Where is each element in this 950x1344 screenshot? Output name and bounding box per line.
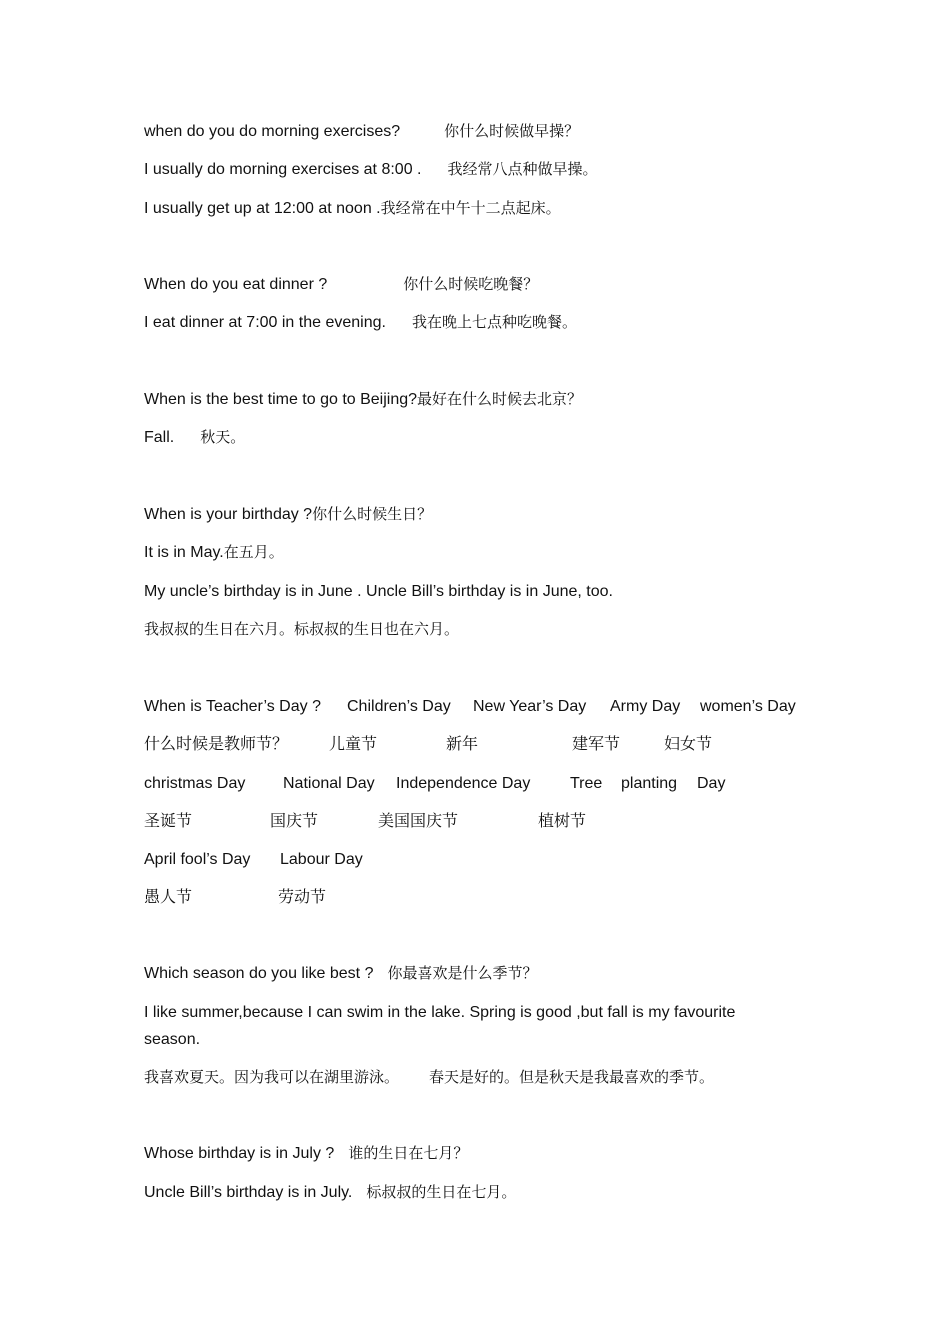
english-text: When do you eat dinner ? [144, 276, 328, 293]
english-text: I usually get up at 12:00 at noon . [144, 200, 381, 217]
holiday-zh: 建军节 [572, 734, 621, 753]
english-text: Whose birthday is in July ? [144, 1145, 335, 1162]
english-text: when do you do morning exercises? [144, 123, 401, 140]
holiday-en: Independence Day [396, 775, 531, 792]
chinese-text: 你最喜欢是什么季节？ [387, 964, 538, 982]
text-line [144, 504, 432, 525]
chinese-text: 谁的生日在七月？ [348, 1144, 469, 1162]
holiday-en: women’s Day [700, 698, 796, 715]
english-text: It is in May. [144, 544, 224, 561]
text-line [144, 1030, 200, 1050]
english-text: Fall. [144, 429, 175, 446]
holiday-zh: 圣诞节 [144, 811, 193, 830]
text-line [144, 312, 577, 333]
holiday-en: christmas Day [144, 775, 246, 792]
holiday-en: Army Day [610, 698, 681, 715]
english-text: When is the best time to go to Beijing? [144, 391, 418, 408]
english-text: Uncle Bill’s birthday is in July. [144, 1184, 353, 1201]
holiday-zh: 儿童节 [329, 734, 378, 753]
holiday-en: Children’s Day [347, 698, 451, 715]
holiday-zh: 愚人节 [144, 887, 193, 906]
holiday-en: planting [621, 775, 678, 792]
text-line [144, 159, 598, 180]
holiday-en: Labour Day [280, 851, 363, 868]
chinese-text: 在五月。 [223, 543, 284, 561]
text-line [144, 198, 561, 219]
holiday-en: April fool’s Day [144, 851, 251, 868]
text-line [144, 427, 245, 448]
holiday-zh: 美国国庆节 [378, 811, 459, 830]
chinese-text: 我喜欢夏天。因为我可以在湖里游泳。 [144, 1068, 400, 1086]
text-line [144, 542, 284, 563]
english-text: Which season do you like best ? [144, 965, 374, 982]
holiday-zh: 国庆节 [270, 811, 319, 830]
holiday-en: New Year’s Day [473, 698, 587, 715]
text-line [144, 1143, 468, 1164]
english-text: My uncle’s birthday is in June . Uncle Bill’s birthday is in June, too. [144, 583, 613, 600]
chinese-text: 我在晚上七点种吃晚餐。 [411, 313, 577, 331]
text-line [144, 274, 538, 295]
holiday-zh: 劳动节 [278, 887, 327, 906]
text-line [144, 963, 537, 984]
text-line [144, 619, 459, 640]
holiday-en: When is Teacher’s Day ? [144, 698, 321, 715]
holiday-zh: 新年 [446, 734, 479, 753]
chinese-text: 我经常在中午十二点起床。 [380, 199, 561, 217]
holiday-en: Day [697, 775, 726, 792]
chinese-text: 我经常八点种做早操。 [447, 160, 598, 178]
english-text: When is your birthday ? [144, 506, 313, 523]
chinese-text: 你什么时候生日？ [312, 505, 433, 523]
text-line [144, 1182, 516, 1203]
holiday-zh: 妇女节 [664, 734, 713, 753]
holiday-en: National Day [283, 775, 375, 792]
english-text: I usually do morning exercises at 8:00 . [144, 161, 422, 178]
chinese-text: 最好在什么时候去北京？ [417, 390, 583, 408]
holiday-en: Tree [570, 775, 603, 792]
holiday-zh: 什么时候是教师节？ [144, 734, 289, 753]
english-text: I eat dinner at 7:00 in the evening. [144, 314, 386, 331]
text-line [144, 389, 582, 410]
english-text: season. [144, 1031, 201, 1048]
chinese-text: 我叔叔的生日在六月。标叔叔的生日也在六月。 [144, 620, 460, 638]
text-line [144, 1003, 735, 1023]
english-text: I like summer,because I can swim in the lake. Spring is good ,but fall is my favourite [144, 1004, 736, 1021]
text-line [144, 582, 613, 602]
chinese-text: 你什么时候做早操？ [444, 122, 580, 140]
text-line [144, 1067, 714, 1088]
chinese-text: 标叔叔的生日在七月。 [366, 1183, 517, 1201]
chinese-text: 秋天。 [200, 428, 246, 446]
chinese-text: 你什么时候吃晚餐？ [403, 275, 539, 293]
chinese-text: 春天是好的。但是秋天是我最喜欢的季节。 [429, 1068, 715, 1086]
holiday-zh: 植树节 [538, 811, 587, 830]
text-line [144, 121, 579, 142]
